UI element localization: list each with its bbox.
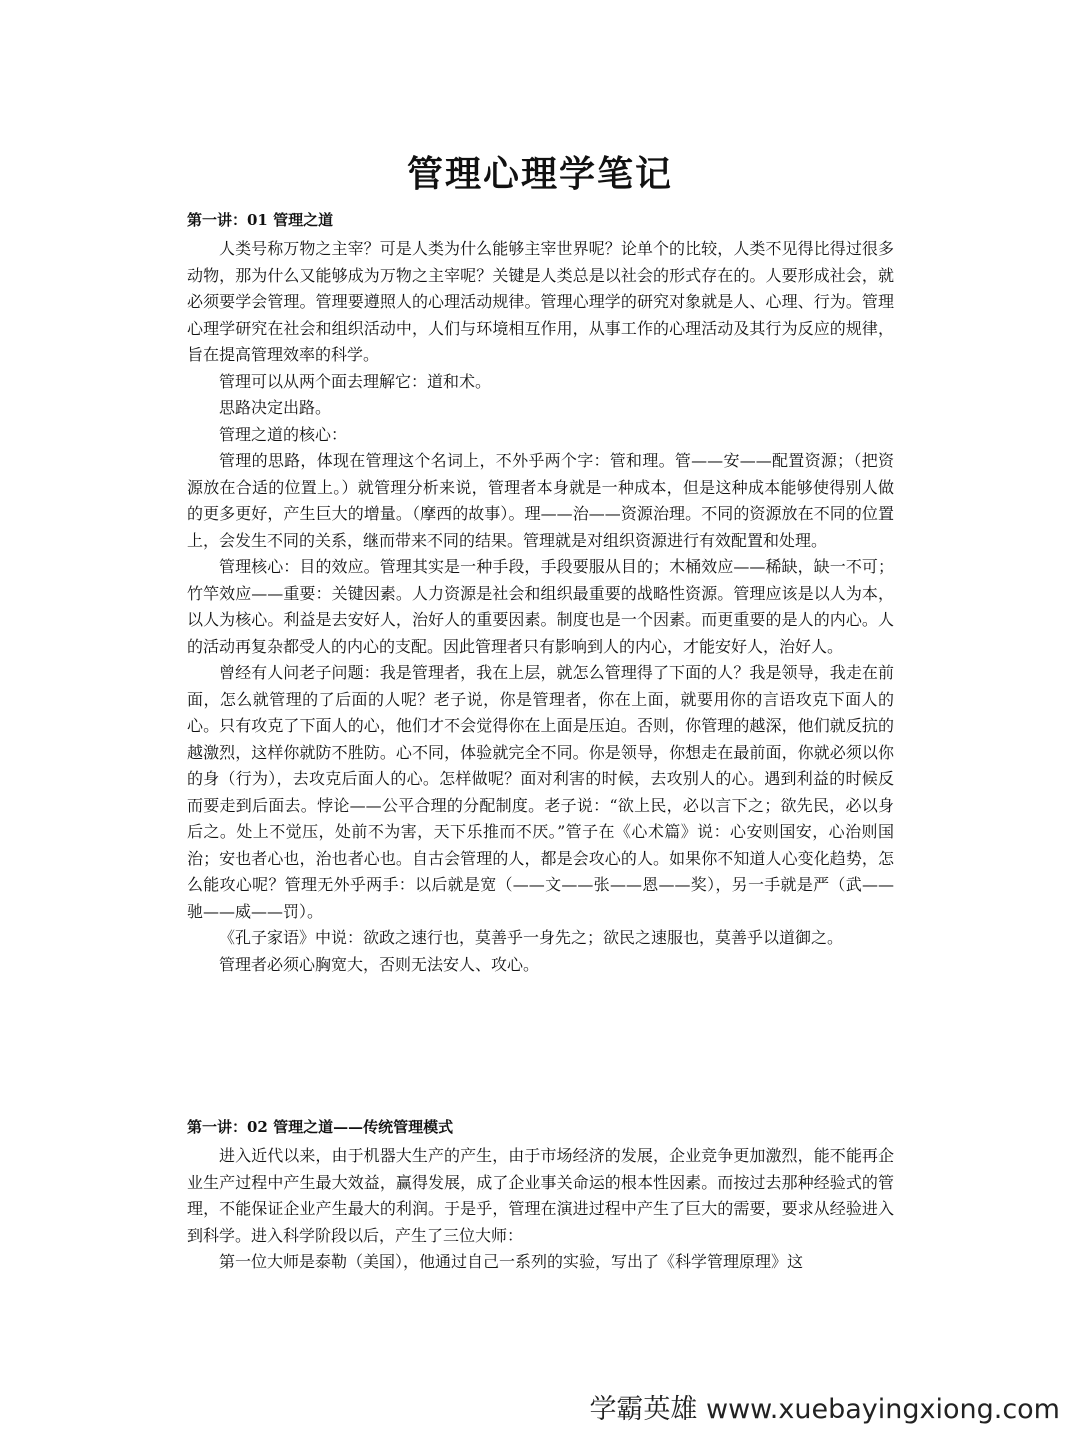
page-title: 管理心理学笔记 — [406, 153, 673, 195]
watermark-footer: 学霸英雄 www.xuebayingxiong.com — [589, 1394, 1060, 1425]
paragraph: 思路决定出路。 — [219, 398, 332, 417]
paragraph: 管理者必须心胸宽大，否则无法安人、攻心。 — [219, 954, 540, 974]
paragraph: 管理的思路，体现在管理这个名词上，不外乎两个字：管和理。管——安——配置资源；（把资源放在合适的位置上。）就管理分析来说，管理者本身就是一种成本，但是这种成本能够使得别人做的更多更好，产生巨大的增量。（摩西的故事）。理——治——资源治理。不同的资源放在不同的位置上，会发生不同的关系，继而带来不同的结果。管理就是对组织资源进行有效配置和处理。 — [187, 451, 894, 550]
paragraph: 管理之道的核心： — [219, 424, 348, 444]
paragraph: 人类号称万物之主宰？可是人类为什么能够主宰世界呢？论单个的比较，人类不见得比得过很多动物，那为什么又能够成为万物之主宰呢？关键是人类总是以社会的形式存在的。人要形成社会，就必须要学会管理。管理要遵照人的心理活动规律。管理心理学的研究对象就是人、心理、行为。管理心理学研究在社会和组织活动中，人们与环境相互作用，从事工作的心理活动及其行为反应的规律，旨在提高管理效率的科学。 — [187, 239, 894, 364]
paragraph: 第一位大师是泰勒（美国），他通过自己一系列的实验，写出了《科学管理原理》这 — [219, 1252, 804, 1271]
paragraph: 进入近代以来，由于机器大生产的产生，由于市场经济的发展，企业竞争更加激烈，能不能再企业生产过程中产生最大效益，赢得发展，成了企业事关命运的根本性因素。而按过去那种经验式的管理，不能保证企业产生最大的利润。于是乎，管理在演进过程中产生了巨大的需要，要求从经验进入到科学。进入科学阶段以后，产生了三位大师： — [187, 1146, 894, 1245]
paragraph: 曾经有人问老子问题：我是管理者，我在上层，就怎么管理得了下面的人？我是领导，我走在前面，怎么就管理的了后面的人呢？老子说，你是管理者，你在上面，就要用你的言语攻克下面人的心。只有攻克了下面人的心，他们才不会觉得你在上面是压迫。否则，你管理的越深，他们就反抗的越激烈，这样你就防不胜防。心不同，体验就完全不同。你是领导，你想走在最前面，你就必须以你的身（行为），去攻克后面人的心。怎样做呢？面对利害的时候，去攻别人的心。遇到利益的时候反而要走到后面去。悖论——公平合理的分配制度。老子说：“欲上民，必以言下之；欲先民，必以身后之。处上不觉压，处前不为害，天下乐推而不厌。”管子在《心术篇》说：心安则国安，心治则国治；安也者心也，治也者心也。自古会管理的人，都是会攻心的人。如果你不知道人心变化趋势，怎么能攻心呢？管理无外乎两手：以后就是宽（——文——张——恩——奖），另一手就是严（武——驰——威——罚）。 — [187, 663, 894, 921]
section-heading: 第一讲：01 管理之道 — [187, 211, 334, 229]
paragraph: 管理核心：目的效应。管理其实是一种手段，手段要服从目的；木桶效应——稀缺，缺一不可；竹竿效应——重要：关键因素。人力资源是社会和组织最重要的战略性资源。管理应该是以人为本，以人为核心。利益是去安好人，治好人的重要因素。制度也是一个因素。而更重要的是人的内心。人的活动再复杂都受人的内心的支配。因此管理者只有影响到人的内心，才能安好人，治好人。 — [187, 557, 894, 656]
paragraph: 管理可以从两个面去理解它：道和术。 — [219, 371, 492, 391]
section-heading: 第一讲：02 管理之道——传统管理模式 — [187, 1118, 454, 1136]
section-lecture-1-02 — [187, 1115, 894, 1276]
section-lecture-1-01 — [187, 208, 894, 978]
paragraph: 《孔子家语》中说：欲政之速行也，莫善乎一身先之；欲民之速服也，莫善乎以道御之。 — [219, 928, 844, 947]
